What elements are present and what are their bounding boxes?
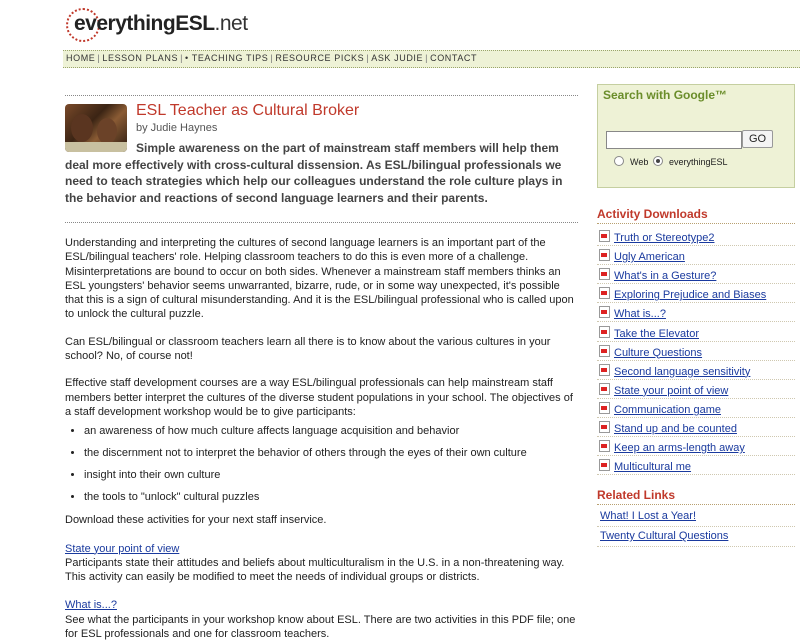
nav-separator: | xyxy=(97,53,101,63)
download-link[interactable]: Exploring Prejudice and Biases xyxy=(614,289,767,302)
divider xyxy=(597,474,795,475)
nav-teaching-tips[interactable]: • TEACHING TIPS xyxy=(185,53,269,63)
list-item: • the tools to "unlock" cultural puzzles xyxy=(84,491,578,504)
download-link[interactable]: Take the Elevator xyxy=(614,327,699,340)
nav-separator: | xyxy=(366,53,370,63)
divider xyxy=(597,321,795,322)
nav-contact[interactable]: CONTACT xyxy=(430,53,478,63)
download-item[interactable] xyxy=(599,440,745,454)
nav-resource-picks[interactable]: RESOURCE PICKS xyxy=(275,53,365,63)
pdf-icon xyxy=(599,364,610,376)
nav-home[interactable]: HOME xyxy=(66,53,96,63)
activity-link-what-is[interactable]: What is...? xyxy=(65,599,117,612)
list-item: • the discernment not to interpret the behavior of others through the eyes of their own culture xyxy=(84,447,578,460)
author-byline: by Judie Haynes xyxy=(136,122,218,134)
download-link[interactable]: Culture Questions xyxy=(614,346,703,359)
activity-downloads-heading: Activity Downloads xyxy=(597,207,708,221)
divider xyxy=(597,455,795,456)
related-link[interactable]: Twenty Cultural Questions xyxy=(600,530,729,542)
pdf-icon xyxy=(599,402,610,414)
radio-option-everythingesl[interactable]: everythingESL xyxy=(653,156,728,167)
pdf-icon xyxy=(599,421,610,433)
list-item: • an awareness of how much culture affects language acquisition and behavior xyxy=(84,425,578,438)
related-links-heading: Related Links xyxy=(597,488,676,502)
download-intro: Download these activities for your next staff inservice. xyxy=(65,514,327,527)
divider xyxy=(597,360,795,361)
nav-separator: | xyxy=(425,53,429,63)
download-item[interactable] xyxy=(599,249,685,263)
download-link[interactable]: Second language sensitivity xyxy=(614,365,751,378)
download-item[interactable] xyxy=(599,326,699,340)
download-item[interactable] xyxy=(599,268,716,282)
nav-separator: | xyxy=(180,53,184,63)
divider xyxy=(597,341,795,342)
divider xyxy=(597,245,795,246)
radio-option-web[interactable]: Web xyxy=(614,156,648,167)
google-search-box xyxy=(597,84,795,188)
divider xyxy=(597,223,795,224)
nav-lesson-plans[interactable]: LESSON PLANS xyxy=(102,53,179,63)
pdf-icon xyxy=(599,345,610,357)
divider xyxy=(597,417,795,418)
download-link[interactable]: Multicultural me xyxy=(614,461,692,474)
divider xyxy=(597,504,795,505)
paragraph: Effective staff development courses are a way ESL/bilingual professionals can help mainstream staff members better interpret the cultures of the diverse student populations in your school. The objectives of a staff development workshop would be to give participants: xyxy=(65,377,573,418)
pdf-icon xyxy=(599,230,610,242)
download-item[interactable] xyxy=(599,230,714,244)
download-item[interactable] xyxy=(599,421,737,435)
pdf-icon xyxy=(599,440,610,452)
search-box-title: Search with Google™ xyxy=(603,88,728,102)
pdf-icon xyxy=(599,268,610,280)
divider xyxy=(597,436,795,437)
download-link[interactable]: State your point of view xyxy=(614,384,729,397)
list-item: • insight into their own culture xyxy=(84,469,578,482)
download-link[interactable]: Keep an arms-length away xyxy=(614,442,745,455)
download-item[interactable] xyxy=(599,383,728,397)
nav-ask-judie[interactable]: ASK JUDIE xyxy=(371,53,424,63)
divider xyxy=(65,95,578,96)
page-title: ESL Teacher as Cultural Broker xyxy=(136,102,360,119)
divider xyxy=(597,379,795,380)
divider xyxy=(597,398,795,399)
pdf-icon xyxy=(599,326,610,338)
related-link[interactable]: What! I Lost a Year! xyxy=(600,510,697,522)
search-input[interactable] xyxy=(606,131,742,149)
pdf-icon xyxy=(599,287,610,299)
objectives-list xyxy=(65,425,578,504)
divider xyxy=(597,526,795,527)
nav-separator: | xyxy=(270,53,274,63)
download-item[interactable] xyxy=(599,402,721,416)
download-item[interactable] xyxy=(599,306,666,320)
main-content xyxy=(65,95,578,641)
download-link[interactable]: Truth or Stereotype2 xyxy=(614,232,715,244)
logo-text: everythingESL.net xyxy=(74,12,248,35)
radio-unchecked-icon[interactable] xyxy=(614,156,624,166)
article-lead: Simple awareness on the part of mainstream staff members will help them deal more effectively with cross-cultural dissension. As ESL/bilingual professionals we need to teach strategies which help our colleagues understand the role culture plays in the behavior and reactions of second language learners and their parents. xyxy=(65,141,563,205)
download-item[interactable] xyxy=(599,287,766,301)
download-link[interactable]: What is...? xyxy=(614,308,666,321)
download-item[interactable] xyxy=(599,345,702,359)
download-item[interactable] xyxy=(599,459,691,473)
pdf-icon xyxy=(599,383,610,395)
pdf-icon xyxy=(599,306,610,318)
download-link[interactable]: What's in a Gesture? xyxy=(614,270,717,283)
activity-description: See what the participants in your workshop know about ESL. There are two activities in this PDF file; one for ESL professionals and one for classroom teachers. xyxy=(65,613,576,641)
paragraph: Can ESL/bilingual or classroom teachers learn all there is to know about the various cultures in your school? No, of course not! xyxy=(65,335,551,363)
activity-description: Participants state their attitudes and beliefs about multiculturalism in the U.S. in a non-threatening way. This activity can easily be modified to meet the needs of individual groups or districts. xyxy=(65,556,565,584)
activity-entry xyxy=(65,598,578,641)
pdf-icon xyxy=(599,249,610,261)
radio-checked-icon[interactable] xyxy=(653,156,663,166)
download-link[interactable]: Ugly American xyxy=(614,251,685,264)
divider xyxy=(65,222,578,223)
pdf-icon xyxy=(599,459,610,471)
article-header xyxy=(65,102,578,212)
paragraph: Understanding and interpreting the cultures of second language learners is an important part of the ESL/bilingual teachers' role. Helping classroom teachers to do this is even more of a challenge. Misinterpretations are bound to occur on both sides. Whenever a mainstream staff members thinks an ESL youngsters' behavior seems unwarranted, bizarre, rude, or in some way unexpected, it's possible that this is a sign of cultural misunderstanding. And it is the ESL/bilingual professional who is called upon to unlock the cultural puzzle. xyxy=(65,237,574,321)
divider xyxy=(597,283,795,284)
download-link[interactable]: Stand up and be counted xyxy=(614,423,737,435)
download-item[interactable] xyxy=(599,364,750,378)
activity-link-state-your-point-of-view[interactable]: State your point of view xyxy=(65,542,180,555)
activity-entry xyxy=(65,542,578,585)
divider xyxy=(597,302,795,303)
search-go-button[interactable]: GO xyxy=(742,130,773,148)
divider xyxy=(597,546,795,547)
divider xyxy=(597,264,795,265)
download-link[interactable]: Communication game xyxy=(614,403,721,416)
top-navigation xyxy=(63,50,800,68)
